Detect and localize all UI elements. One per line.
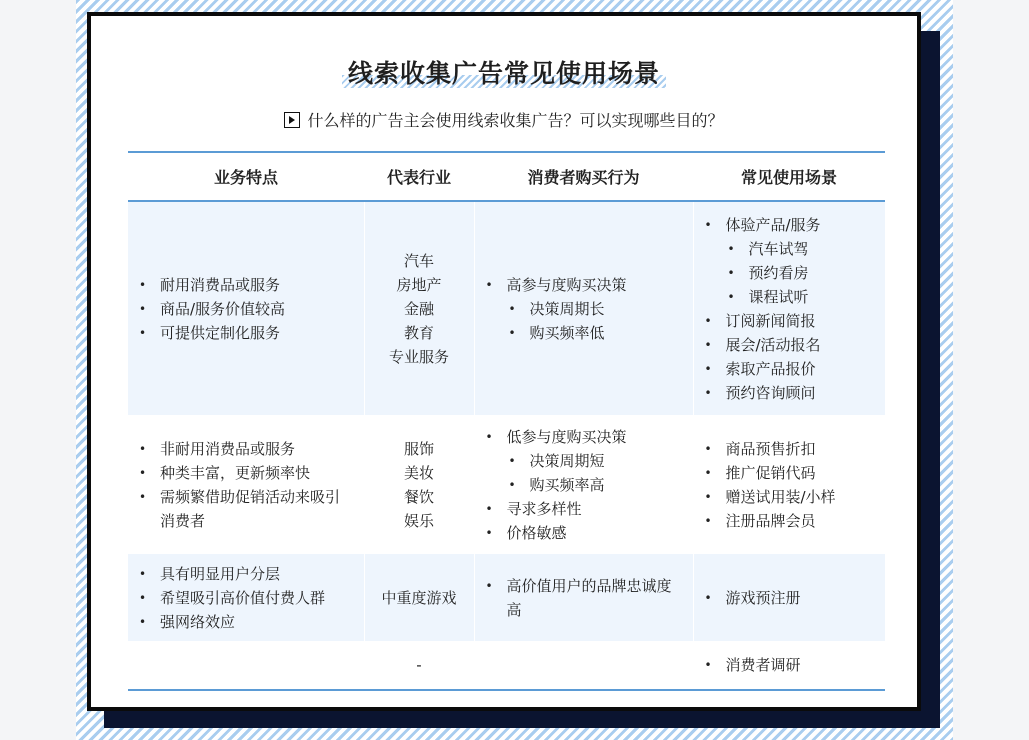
list-sub-item: • 汽车试驾 (694, 237, 886, 261)
scenarios-cell (693, 201, 885, 415)
list-item: • 可提供定制化服务 (128, 321, 364, 345)
table-row (128, 554, 885, 641)
list-item: • 希望吸引高价值付费人群 (128, 586, 364, 610)
industries-cell (364, 641, 474, 690)
list-item: • 订阅新闻简报 (694, 309, 886, 333)
list-sub-item: • 购买频率低 (475, 321, 693, 345)
list-item: • 强网络效应 (128, 610, 364, 634)
subtitle-text: 什么样的广告主会使用线索收集广告？可以实现哪些目的？ (307, 111, 724, 130)
industry: 美妆 (403, 463, 434, 482)
list-item: • 展会/活动报名 (694, 333, 886, 357)
list-item: • 具有明显用户分层 (128, 562, 364, 586)
industries-cell (364, 554, 474, 641)
page-title: 线索收集广告常见使用场景 (342, 54, 666, 90)
list-item: • 体验产品/服务 (694, 213, 886, 237)
header-consumer-behavior: 消费者购买行为 (474, 152, 693, 201)
industries-cell (364, 415, 474, 554)
list-item: • 商品/服务价值较高 (128, 297, 364, 321)
table-row (128, 201, 885, 415)
list-item: • 寻求多样性 (475, 497, 693, 521)
features-cell (128, 641, 364, 690)
list-item: • 赠送试用装/小样 (694, 485, 886, 509)
behavior-cell (474, 415, 693, 554)
header-industries: 代表行业 (364, 152, 474, 201)
play-icon (284, 112, 300, 128)
list-item: • 游戏预注册 (694, 586, 886, 610)
list-item: • 高参与度购买决策 (475, 273, 693, 297)
industry: 餐饮 (403, 487, 434, 506)
list-sub-item: • 课程试听 (694, 285, 886, 309)
list-item: • 预约咨询顾问 (694, 381, 886, 405)
industry: - (416, 656, 422, 674)
table-header-row (128, 152, 885, 201)
table-row (128, 641, 885, 690)
features-cell (128, 415, 364, 554)
scenarios-cell (693, 554, 885, 641)
list-item: • 索取产品报价 (694, 357, 886, 381)
list-sub-item: • 决策周期短 (475, 449, 693, 473)
scenarios-cell (693, 415, 885, 554)
industry: 教育 (403, 323, 434, 342)
industry: 娱乐 (403, 511, 434, 530)
list-item: • 耐用消费品或服务 (128, 273, 364, 297)
list-item: • 商品预售折扣 (694, 437, 886, 461)
header-use-scenarios: 常见使用场景 (693, 152, 885, 201)
list-item: • 非耐用消费品或服务 (128, 437, 364, 461)
industry: 汽车 (403, 251, 434, 270)
list-item: • 推广促销代码 (694, 461, 886, 485)
behavior-cell (474, 641, 693, 690)
list-item: • 低参与度购买决策 (475, 425, 693, 449)
list-sub-item: • 预约看房 (694, 261, 886, 285)
scenarios-cell (693, 641, 885, 690)
industry: 专业服务 (388, 347, 449, 366)
behavior-cell (474, 554, 693, 641)
infographic-card (87, 12, 921, 711)
features-cell (128, 201, 364, 415)
list-item: • 价格敏感 (475, 521, 693, 545)
behavior-cell (474, 201, 693, 415)
industry: 房地产 (396, 275, 442, 294)
list-sub-item: • 购买频率高 (475, 473, 693, 497)
industry: 中重度游戏 (381, 588, 457, 607)
list-item: • 需频繁借助促销活动来吸引消费者 (128, 485, 364, 533)
list-item: • 注册品牌会员 (694, 509, 886, 533)
subtitle (91, 108, 917, 131)
scenario-table (128, 151, 885, 691)
industry: 服饰 (403, 439, 434, 458)
industry: 金融 (403, 299, 434, 318)
list-item: • 高价值用户的品牌忠诚度高 (475, 574, 693, 622)
list-item: • 消费者调研 (694, 653, 886, 677)
features-cell (128, 554, 364, 641)
header-business-features: 业务特点 (128, 152, 364, 201)
list-item: • 种类丰富，更新频率快 (128, 461, 364, 485)
industries-cell (364, 201, 474, 415)
table-row (128, 415, 885, 554)
list-sub-item: • 决策周期长 (475, 297, 693, 321)
